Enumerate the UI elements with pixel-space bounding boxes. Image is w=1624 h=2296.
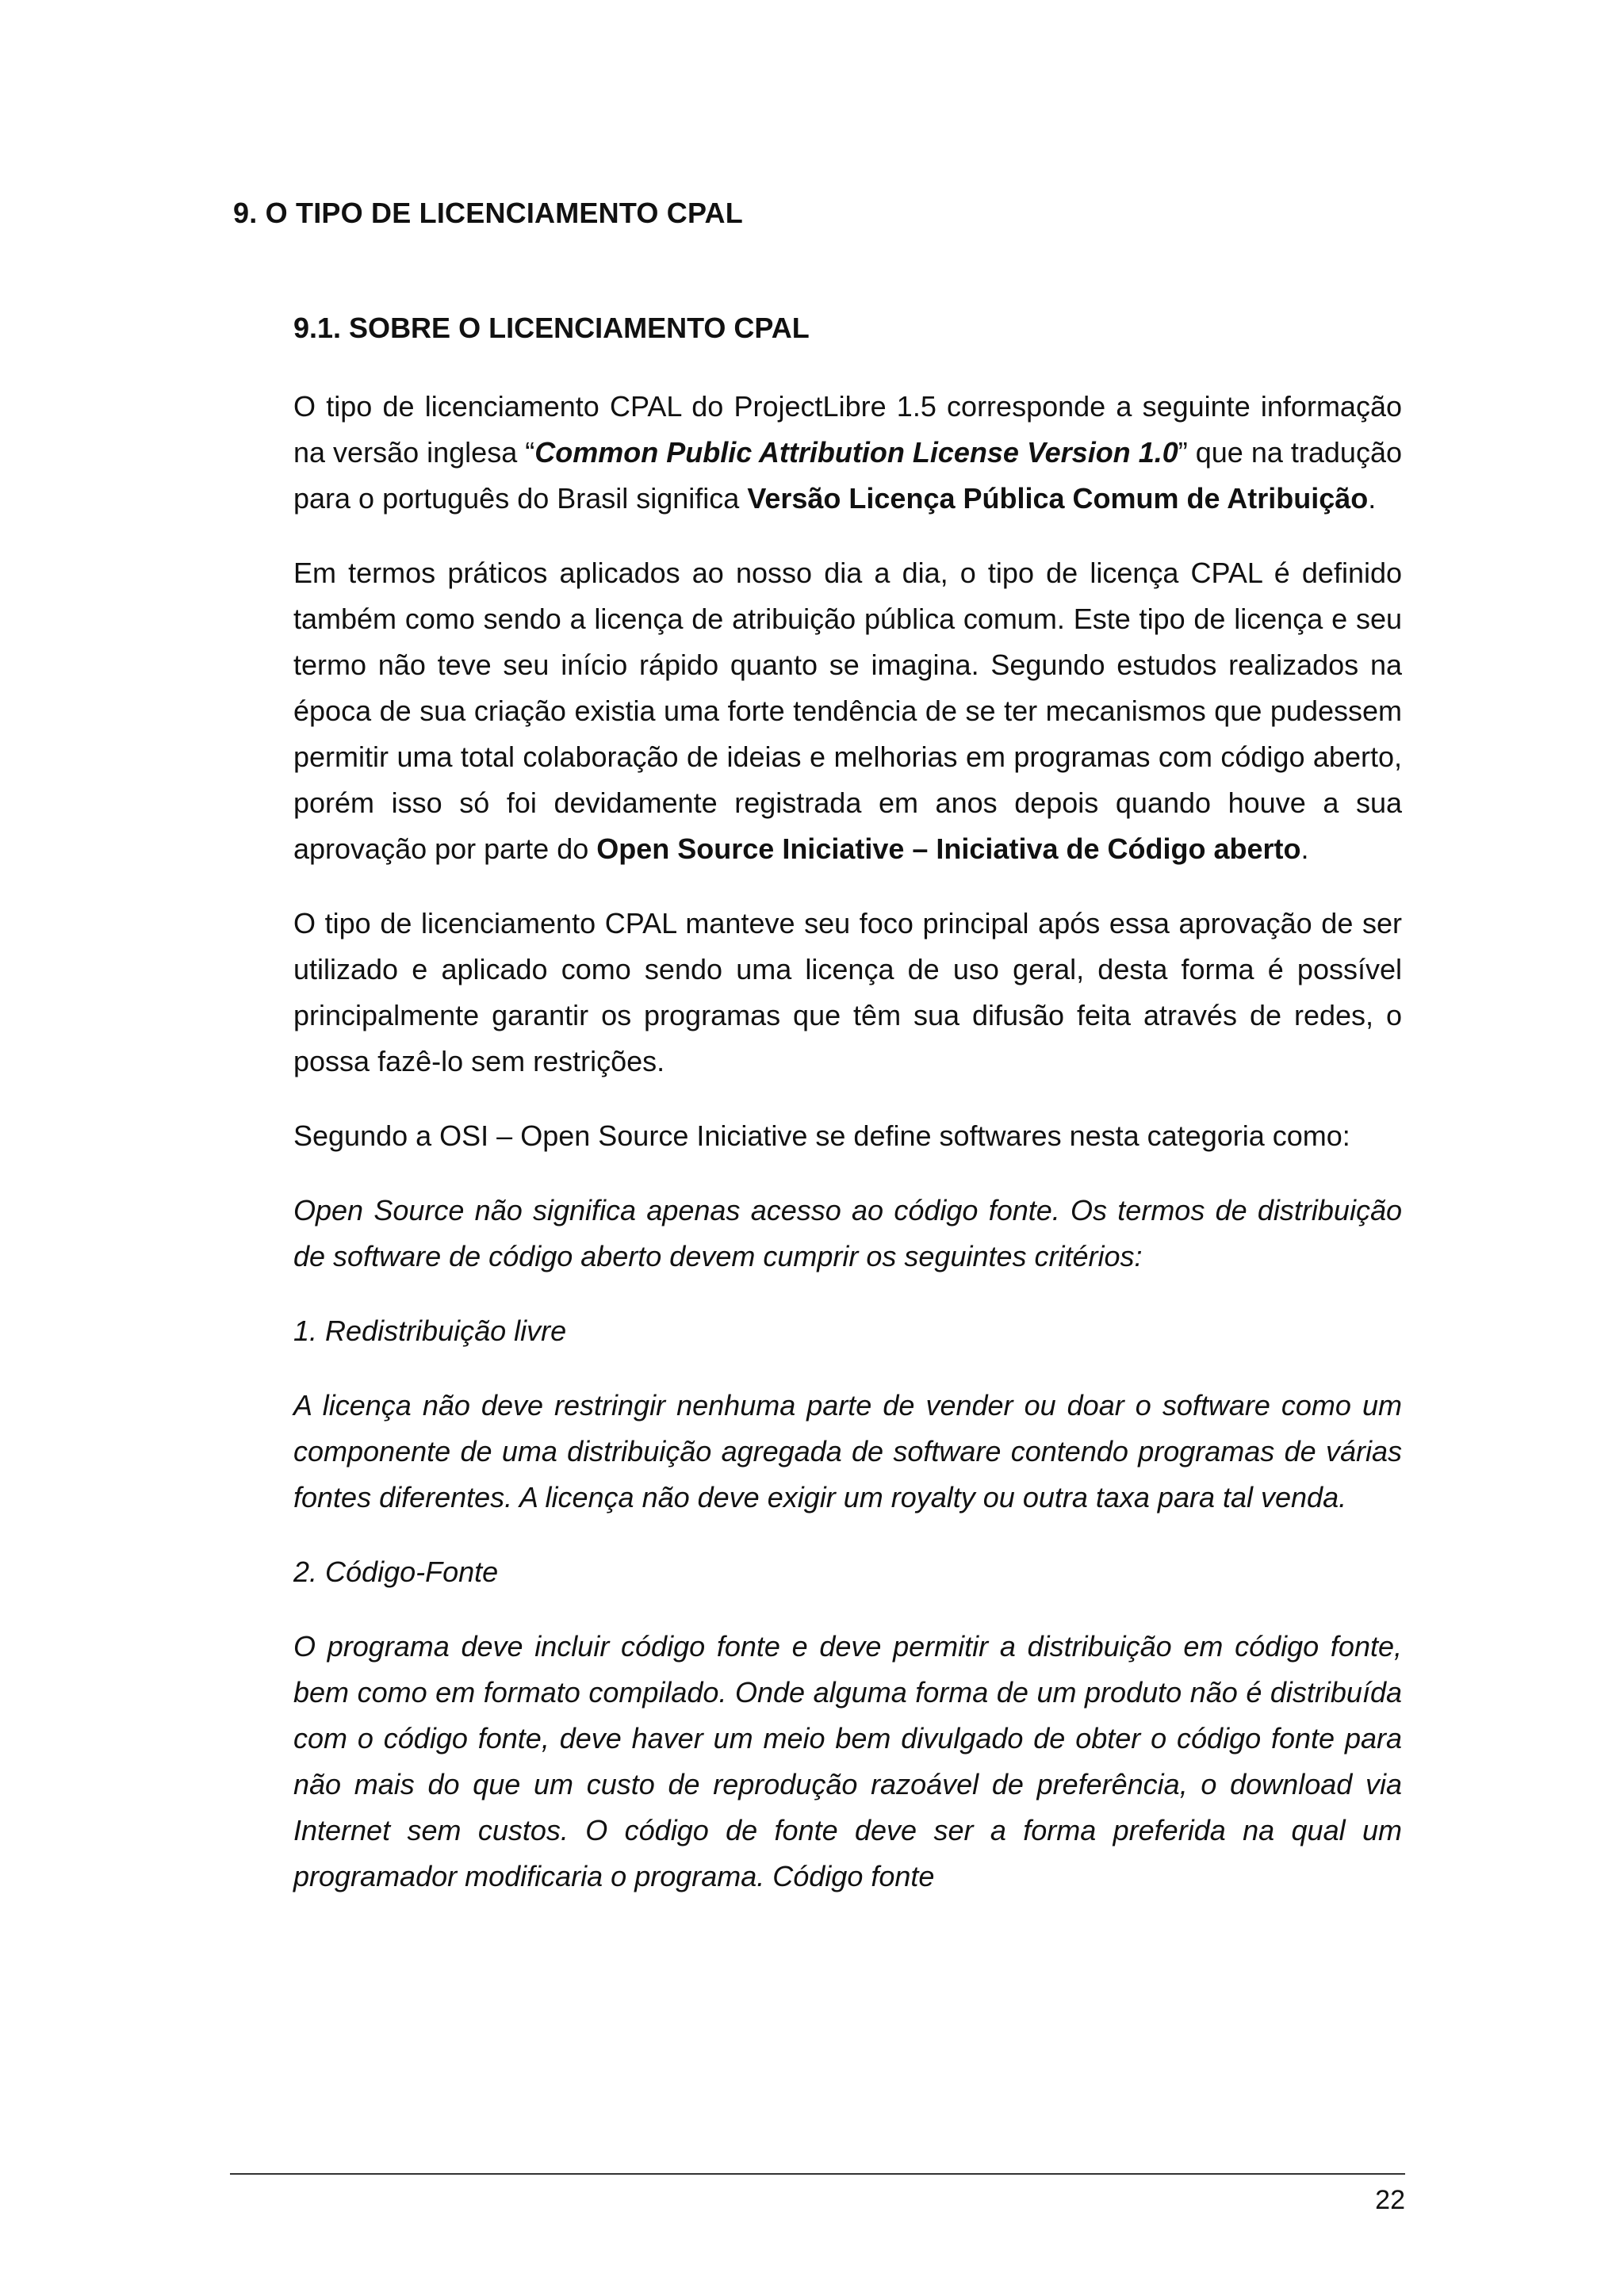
page-number: 22	[1375, 2185, 1405, 2215]
criterion-2-title: 2. Código-Fonte	[293, 1556, 499, 1588]
criterion-1-title: 1. Redistribuição livre	[293, 1314, 567, 1347]
osi-name: Open Source Iniciative – Iniciativa de Código aberto	[596, 832, 1301, 865]
paragraph-cpal-focus: O tipo de licenciamento CPAL manteve seu foco principal após essa aprovação de ser utilizado e aplicado como sendo uma licença de uso geral, desta forma é possível principalmente garantir os programas que têm sua difusão feita através de redes, o possa fazê-lo sem restrições.	[293, 907, 1402, 1077]
subsection-heading: 9.1. SOBRE O LICENCIAMENTO CPAL	[293, 312, 810, 344]
license-name-portuguese: Versão Licença Pública Comum de Atribuição	[747, 482, 1369, 515]
criterion-1-text: A licença não deve restringir nenhuma parte de vender ou doar o software como um componente de uma distribuição agregada de software contendo programas de várias fontes diferentes. A licença não deve exigir um royalty ou outra taxa para tal venda.	[293, 1389, 1402, 1513]
paragraph-osi-definition: Segundo a OSI – Open Source Iniciative se define softwares nesta categoria como:	[293, 1119, 1350, 1152]
body-text	[293, 384, 1402, 1900]
paragraph-cpal-history: Em termos práticos aplicados ao nosso dia a dia, o tipo de licença CPAL é definido também como sendo a licença de atribuição pública comum. Este tipo de licença e seu termo não teve seu início rápido quanto se imagina. Segundo estudos realizados na época de sua criação existia uma forte tendência de se ter mecanismos que pudessem permitir uma total colaboração de ideias e melhorias em programas com código aberto, porém isso só foi devidamente registrada em anos depois quando houve a sua aprovação por parte do Open Source Iniciative – Iniciativa de Código aberto.	[293, 557, 1402, 865]
quote-open-source: Open Source não significa apenas acesso ao código fonte. Os termos de distribuição de software de código aberto devem cumprir os seguintes critérios:	[293, 1194, 1402, 1272]
section-heading: 9. O TIPO DE LICENCIAMENTO CPAL	[233, 197, 743, 229]
footer-divider	[230, 2173, 1405, 2175]
license-name-english: Common Public Attribution License Version 1.0	[534, 436, 1178, 469]
criterion-2-text: O programa deve incluir código fonte e deve permitir a distribuição em código fonte, bem como em formato compilado. Onde alguma forma de um produto não é distribuída com o código fonte, deve haver um meio bem divulgado de obter o código fonte para não mais do que um custo de reprodução razoável de preferência, o download via Internet sem custos. O código de fonte deve ser a forma preferida na qual um programador modificaria o programa. Código fonte	[293, 1630, 1402, 1892]
paragraph-cpal-intro: O tipo de licenciamento CPAL do ProjectLibre 1.5 corresponde a seguinte informação na versão inglesa “Common Public Attribution License Version 1.0” que na tradução para o português do Brasil significa Versão Licença Pública Comum de Atribuição.	[293, 390, 1402, 515]
